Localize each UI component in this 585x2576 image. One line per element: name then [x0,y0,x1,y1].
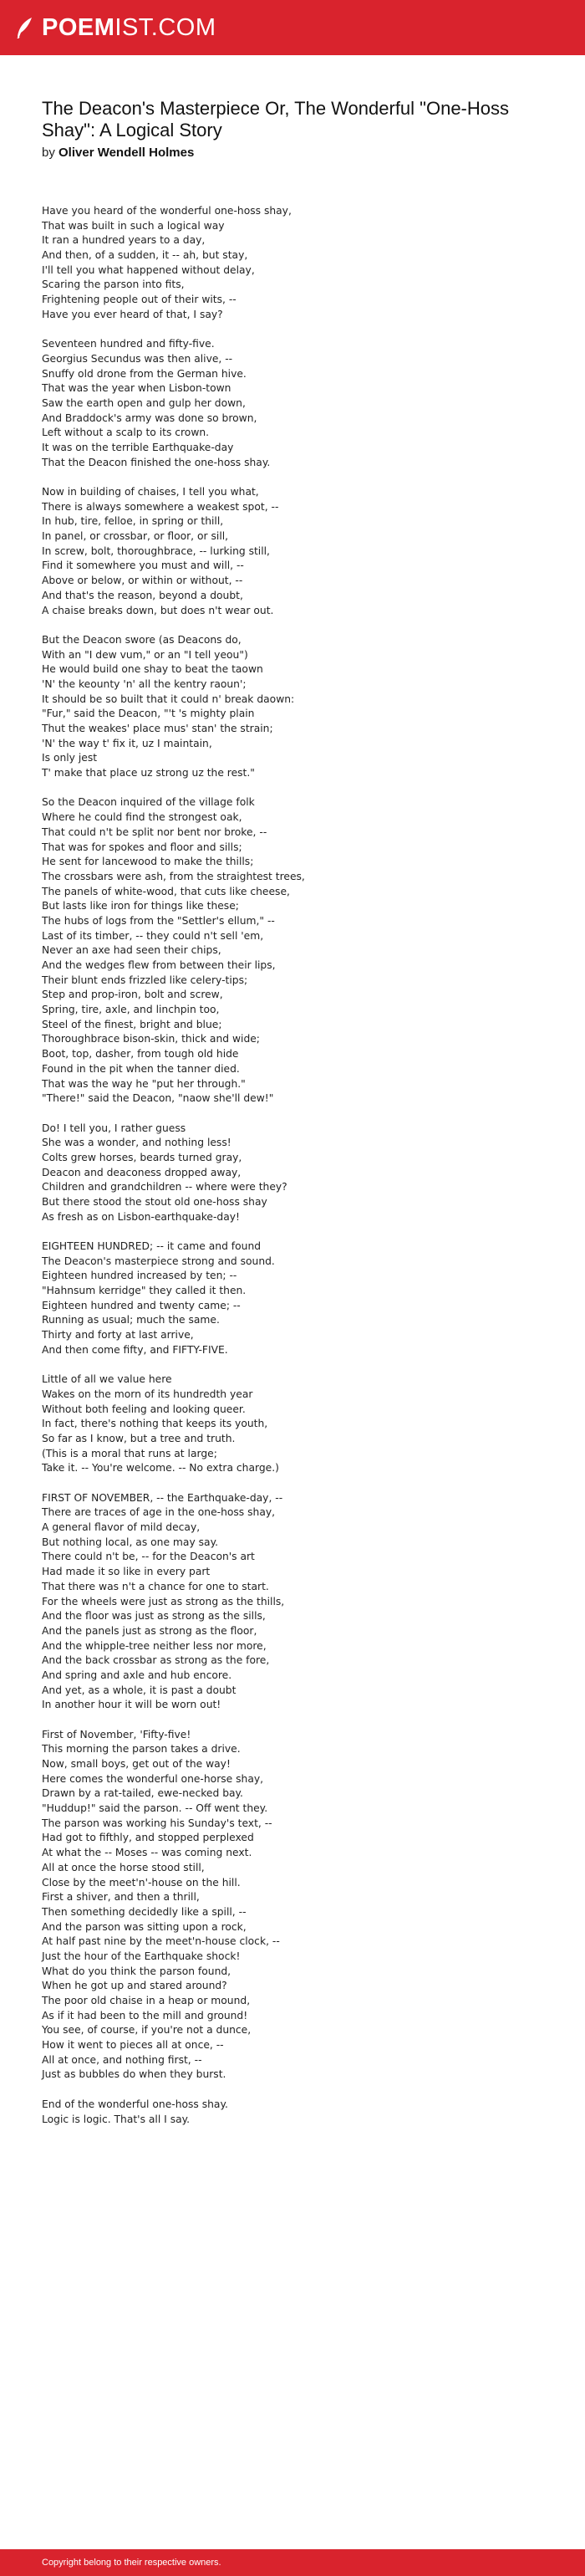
poem-line: So far as I know, but a tree and truth. [42,1432,236,1444]
poem-line: So the Deacon inquired of the village folk [42,796,255,809]
poem-line: FIRST OF NOVEMBER, -- the Earthquake-day, -- [42,1491,283,1504]
poem-line: I'll tell you what happened without delay, [42,263,255,276]
poem-line: Wakes on the morn of its hundredth year [42,1388,253,1400]
poem-line: And the whipple-tree neither less nor more, [42,1639,267,1652]
poem-line: Where he could find the strongest oak, [42,811,242,824]
stanza [42,1372,560,1476]
poem-line: You see, of course, if you're not a dunce, [42,2024,252,2037]
poem-line: This morning the parson takes a drive. [42,1743,241,1756]
poem-line: That was for spokes and floor and sills; [42,841,242,853]
poem-line: "Hahnsum kerridge" they called it then. [42,1285,247,1297]
poem-line: But lasts like iron for things like these; [42,900,239,912]
poem-line: But nothing local, as one may say. [42,1536,219,1548]
site-logo-text [42,13,216,41]
poem-line: Thirty and forty at last arrive, [42,1329,194,1342]
poem-line: In fact, there's nothing that keeps its youth, [42,1418,268,1430]
poem-line: Now in building of chaises, I tell you what, [42,486,259,498]
poem-line: That was the way he "put her through." [42,1077,246,1090]
poem-line: And then come fifty, and FIFTY-FIVE. [42,1343,228,1356]
poem-line: How it went to pieces all at once, -- [42,2039,224,2052]
logo-bold-part: POEM [42,13,115,41]
poem-line: Spring, tire, axle, and linchpin too, [42,1004,220,1016]
poem-line: But the Deacon swore (as Deacons do, [42,633,242,646]
copyright-notice: Copyright belong to their respective owners. [42,2558,221,2568]
poem-line: Have you ever heard of that, I say? [42,308,223,320]
poem-line: All at once, and nothing first, -- [42,2053,202,2066]
poem-line: As if it had been to the mill and ground! [42,2009,248,2021]
poem-line: Their blunt ends frizzled like celery-tips; [42,974,248,986]
poem-line: Colts grew horses, beards turned gray, [42,1151,242,1163]
poem-line: And yet, as a whole, it is past a doubt [42,1684,237,1696]
poem-line: It was on the terrible Earthquake-day [42,441,234,453]
poem-line: And Braddock's army was done so brown, [42,411,257,424]
poem-line: "Fur," said the Deacon, "'t 's mighty plain [42,708,255,720]
poem-line: It should be so built that it could n' break daown: [42,693,295,705]
poem-line: There could n't be, -- for the Deacon's art [42,1551,255,1563]
poem-line: The poor old chaise in a heap or mound, [42,1995,251,2007]
poem-line: The crossbars were ash, from the straightest trees, [42,870,305,882]
poem-line: Now, small boys, get out of the way! [42,1758,231,1771]
poem-line: And that's the reason, beyond a doubt, [42,589,243,601]
poem-line: 'N' the keounty 'n' all the kentry raoun'; [42,677,247,690]
poem-line: "Huddup!" said the parson. -- Off went they. [42,1802,268,1815]
poem-title: The Deacon's Masterpiece Or, The Wonderful "One-Hoss Shay": A Logical Story [42,98,510,141]
poem-line: Saw the earth open and gulp her down, [42,396,246,409]
poem-line: Without both feeling and looking queer. [42,1403,246,1415]
poem-line: The parson was working his Sunday's text, -- [42,1817,272,1829]
poem-line: First a shiver, and then a thrill, [42,1891,200,1904]
poem-line: There are traces of age in the one-hoss shay, [42,1506,276,1519]
poem-line: For the wheels were just as strong as the thills, [42,1595,285,1607]
poem-line: Frightening people out of their wits, -- [42,294,237,306]
poem-line: Drawn by a rat-tailed, ewe-necked bay. [42,1787,243,1800]
stanza [42,2098,560,2127]
poem-line: In screw, bolt, thoroughbrace, -- lurking still, [42,544,270,557]
poem-line: Running as usual; much the same. [42,1314,220,1326]
site-header [0,0,585,55]
poem-line: Georgius Secundus was then alive, -- [42,352,233,365]
poem-line: Snuffy old drone from the German hive. [42,367,247,380]
poem-line: That was the year when Lisbon-town [42,382,231,395]
poem-line: Step and prop-iron, bolt and screw, [42,989,223,1001]
poem-line: Just the hour of the Earthquake shock! [42,1950,241,1962]
stanza [42,204,560,323]
logo-light-part: IST.COM [114,13,216,41]
poem-line: Eighteen hundred and twenty came; -- [42,1299,241,1311]
poem-line: He would build one shay to beat the taown [42,663,263,676]
poem-line: Eighteen hundred increased by ten; -- [42,1270,237,1282]
poem-line: Found in the pit when the tanner died. [42,1062,240,1075]
stanza [42,1122,560,1225]
stanza [42,1491,560,1713]
poem-line: He sent for lancewood to make the thills; [42,856,254,868]
site-logo-link[interactable] [15,11,216,44]
poem-line: Above or below, or within or without, -- [42,575,243,587]
poem-line: And then, of a sudden, it -- ah, but stay, [42,249,248,262]
poem-line: That there was n't a chance for one to start. [42,1580,269,1592]
poem-line: In hub, tire, felloe, in spring or thill, [42,515,224,528]
poem-line: And the wedges flew from between their lips, [42,959,276,971]
poem-line: Logic is logic. That's all I say. [42,2113,191,2125]
poem-line: But there stood the stout old one-hoss shay [42,1195,267,1208]
poem-line: Just as bubbles do when they burst. [42,2068,226,2081]
poem-line: First of November, 'Fifty-five! [42,1728,191,1740]
poem-line: And the panels just as strong as the floor, [42,1624,257,1637]
poem-line: At half past nine by the meet'n-house clock, -- [42,1935,280,1948]
poem-line: The Deacon's masterpiece strong and sound. [42,1255,275,1267]
stanza [42,485,560,618]
poem-line: T' make that place uz strong uz the rest." [42,767,255,779]
poem-line: 'N' the way t' fix it, uz I maintain, [42,737,212,749]
site-footer [0,2549,585,2576]
poem-body [42,204,560,2142]
poem-line: Thut the weakes' place mus' stan' the strain; [42,723,273,735]
poem-line: Never an axe had seen their chips, [42,944,221,957]
poem-line: Last of its timber, -- they could n't sell 'em, [42,929,264,942]
poem-line: Boot, top, dasher, from tough old hide [42,1048,239,1061]
poem-line: With an "I dew vum," or an "I tell yeou") [42,648,248,661]
poem-line: And the floor was just as strong as the sills, [42,1610,266,1623]
poem-line: Seventeen hundred and fifty-five. [42,338,215,350]
poem-line: She was a wonder, and nothing less! [42,1137,231,1149]
poem-line: As fresh as on Lisbon-earthquake-day! [42,1210,240,1223]
poem-line: Thoroughbrace bison-skin, thick and wide; [42,1033,260,1045]
poem-line: Do! I tell you, I rather guess [42,1122,186,1134]
poem-line: Take it. -- You're welcome. -- No extra charge.) [42,1462,279,1475]
poem-line: In panel, or crossbar, or floor, or sill, [42,530,229,543]
poem-line: Little of all we value here [42,1373,172,1386]
poem-line: EIGHTEEN HUNDRED; -- it came and found [42,1240,262,1253]
stanza [42,1728,560,2083]
poem-line: The hubs of logs from the "Settler's ellum," -- [42,914,275,927]
poem-line: In another hour it will be worn out! [42,1699,221,1711]
poem-line: "There!" said the Deacon, "naow she'll dew!" [42,1092,274,1105]
poem-line: End of the wonderful one-hoss shay. [42,2098,228,2110]
poem-line: (This is a moral that runs at large; [42,1447,217,1459]
poem-line: Is only jest [42,752,98,764]
poem-line: Find it somewhere you must and will, -- [42,560,244,572]
poem-line: There is always somewhere a weakest spot, -- [42,500,279,513]
poem-line: Left without a scalp to its crown. [42,427,210,439]
stanza [42,1239,560,1358]
stanza [42,337,560,470]
poem-line: That the Deacon finished the one-hoss shay. [42,456,271,468]
byline [42,146,194,161]
poem-line: All at once the horse stood still, [42,1861,205,1873]
poem-line: Scaring the parson into fits, [42,279,185,291]
poem-line: What do you think the parson found, [42,1965,231,1977]
poem-line: That was built in such a logical way [42,219,225,232]
poem-line: A chaise breaks down, but does n't wear out. [42,604,274,616]
poem-line: Then something decidedly like a spill, -- [42,1905,247,1918]
by-label: by [42,146,55,160]
poem-line: Had made it so like in every part [42,1566,211,1578]
poem-line: Here comes the wonderful one-horse shay, [42,1772,264,1785]
poem-line: A general flavor of mild decay, [42,1521,201,1534]
poem-line: Close by the meet'n'-house on the hill. [42,1876,241,1889]
poem-line: At what the -- Moses -- was coming next. [42,1847,252,1859]
poem-line: And spring and axle and hub encore. [42,1669,232,1681]
poem-line: Have you heard of the wonderful one-hoss shay, [42,205,292,217]
poem-line: Steel of the finest, bright and blue; [42,1018,222,1030]
poem-line: And the parson was sitting upon a rock, [42,1920,247,1933]
poem-line: That could n't be split nor bent nor broke, -- [42,825,267,838]
poem-line: Children and grandchildren -- where were they? [42,1181,287,1193]
poem-line: And the back crossbar as strong as the fore, [42,1654,270,1667]
poem-line: It ran a hundred years to a day, [42,234,206,247]
quill-icon [15,17,33,38]
poem-line: Deacon and deaconess dropped away, [42,1166,242,1178]
author-link[interactable]: Oliver Wendell Holmes [58,146,195,160]
stanza [42,795,560,1106]
poem-line: The panels of white-wood, that cuts like cheese, [42,885,290,897]
poem-line: When he got up and stared around? [42,1980,227,1992]
poem-line: Had got to fifthly, and stopped perplexed [42,1832,254,1844]
stanza [42,633,560,781]
